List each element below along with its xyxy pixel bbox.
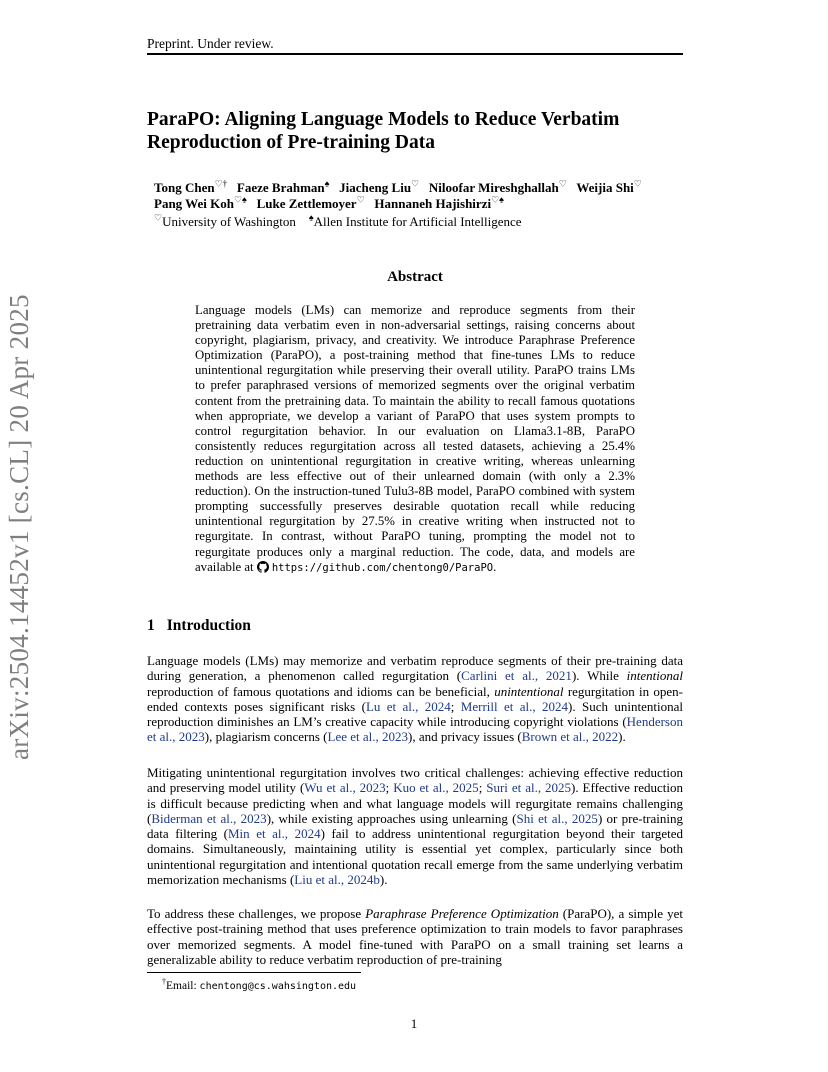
- citation[interactable]: Shi et al., 2025: [516, 810, 598, 826]
- citation[interactable]: Lu et al., 2024: [365, 698, 451, 714]
- affiliations: ♡University of Washington ♠Allen Institute for Artificial Intelligence: [154, 212, 522, 229]
- citation[interactable]: Biderman et al., 2023: [151, 810, 267, 826]
- citation[interactable]: Henderson et al., 2023: [147, 714, 683, 745]
- author-line-2: [154, 196, 694, 212]
- intro-paragraph-1: Language models (LMs) may memorize and verbatim reproduce segments of their pre-training data during generation, a phenomenon called regurgitation (Carlini et al., 2021). While intentional reproduction of famous quotations and idioms can be beneficial, unintentional regurgitation in open-ended contexts poses significant risks (Lu et al., 2024; Merrill et al., 2024). Such unintentional reproduction diminishes an LM’s creative capacity while introducing copyright violations (Henderson et al., 2023), plagiarism concerns (Lee et al., 2023), and privacy issues (Brown et al., 2022).: [147, 653, 684, 745]
- github-icon: [257, 561, 269, 577]
- citation[interactable]: Min et al., 2024: [227, 826, 321, 842]
- affiliation-ai2: Allen Institute for Artificial Intelligence: [313, 214, 522, 229]
- citation[interactable]: Merrill et al., 2024: [460, 698, 569, 714]
- citation[interactable]: Carlini et al., 2021: [461, 668, 572, 684]
- paper-title: ParaPO: Aligning Language Models to Reduce Verbatim Reproduction of Pre-training Data: [147, 109, 620, 153]
- affiliation-uw: University of Washington: [162, 214, 296, 229]
- intro-paragraph-2: Mitigating unintentional regurgitation involves two critical challenges: achieving effective reduction and preserving model utility (Wu et al., 2023; Kuo et al., 2025; Suri et al., 2025). Effective reduction is difficult because predicting when and what language models will regurgitate remains challenging (Biderman et al., 2023), while existing approaches using unlearning (Shi et al., 2025) or pre-training data filtering (Min et al., 2024) fail to address unintentional regurgitation beyond their targeted domains. Simultaneously, maintaining utility is essential yet complex, particularly since both unintentional regurgitation and intentional quotation recall emerge from the same underlying verbatim memorization mechanisms (Liu et al., 2024b).: [147, 765, 684, 888]
- author: Niloofar Mireshghallah♡: [428, 178, 567, 195]
- abstract-body: Language models (LMs) can memorize and reproduce segments from their pretraining data verbatim even in non-adversarial settings, raising concerns about copyright, plagiarism, privacy, and creativity. We introduce Paraphrase Preference Optimization (ParaPO), a post-training method that fine-tunes LMs to reduce unintentional regurgitation while preserving their overall utility. ParaPO trains LMs to prefer paraphrased versions of memorized segments over the original verbatim content from the pretraining data. To maintain the ability to recall famous quotations when appropriate, we develop a variant of ParaPO that uses system prompts to control regurgitation behavior. In our evaluation on Llama3.1-8B, ParaPO consistently reduces regurgitation across all tested datasets, achieving a 25.4% reduction on unintentional regurgitation in creative writing, whereas unlearning methods are less effective out of their unlearned domain (with only a 2.3% reduction). On the instruction-tuned Tulu3-8B model, ParaPO combined with system prompting successfully preserves desirable quotation recall while reducing unintentional regurgitation by 27.5% in creative writing when instructed not to regurgitate. In contrast, without ParaPO tuning, prompting the model not to regurgitate produces only a marginal reduction. The code, data, and models are available at https://github.com/chentong0/ParaPO.: [195, 303, 635, 577]
- citation[interactable]: Suri et al., 2025: [486, 780, 572, 796]
- section-heading-introduction: 1 Introduction: [147, 617, 251, 634]
- author: Tong Chen♡†: [154, 178, 228, 195]
- citation[interactable]: Wu et al., 2023: [304, 780, 386, 796]
- email-address: chentong@cs.wahsington.edu: [199, 980, 357, 992]
- author: Weijia Shi♡: [576, 178, 642, 195]
- author: Hannaneh Hajishirzi♡♠: [374, 194, 504, 211]
- arxiv-stamp: arXiv:2504.14452v1 [cs.CL] 20 Apr 2025: [4, 294, 34, 760]
- page-number: 1: [410, 1016, 418, 1031]
- intro-paragraph-3: To address these challenges, we propose Paraphrase Preference Optimization (ParaPO), a simple yet effective post-training method that uses preference optimization to train models to favor paraphrases over memorized segments. A model fine-tuned with ParaPO on a small training set learns a generalizable ability to reduce verbatim reproduction of pre-training: [147, 906, 683, 967]
- footnote-email: †Email: chentong@cs.wahsington.edu: [162, 977, 357, 992]
- author: Luke Zettlemoyer♡: [256, 194, 365, 211]
- citation[interactable]: Kuo et al., 2025: [393, 780, 479, 796]
- author-list: [154, 180, 694, 212]
- author: Jiacheng Liu♡: [339, 178, 420, 195]
- author: Faeze Brahman♠: [236, 178, 330, 195]
- footnote-rule: [147, 972, 361, 973]
- citation[interactable]: Lee et al., 2023: [327, 729, 408, 745]
- code-link[interactable]: https://github.com/chentong0/ParaPO: [271, 561, 494, 574]
- citation[interactable]: Brown et al., 2022: [521, 729, 619, 745]
- running-header: Preprint. Under review.: [147, 36, 274, 51]
- citation[interactable]: Liu et al., 2024b: [294, 872, 380, 888]
- abstract-heading: Abstract: [387, 269, 443, 285]
- author: Pang Wei Koh♡♠: [154, 194, 247, 211]
- author-line-1: [154, 180, 694, 196]
- header-rule: [147, 53, 683, 55]
